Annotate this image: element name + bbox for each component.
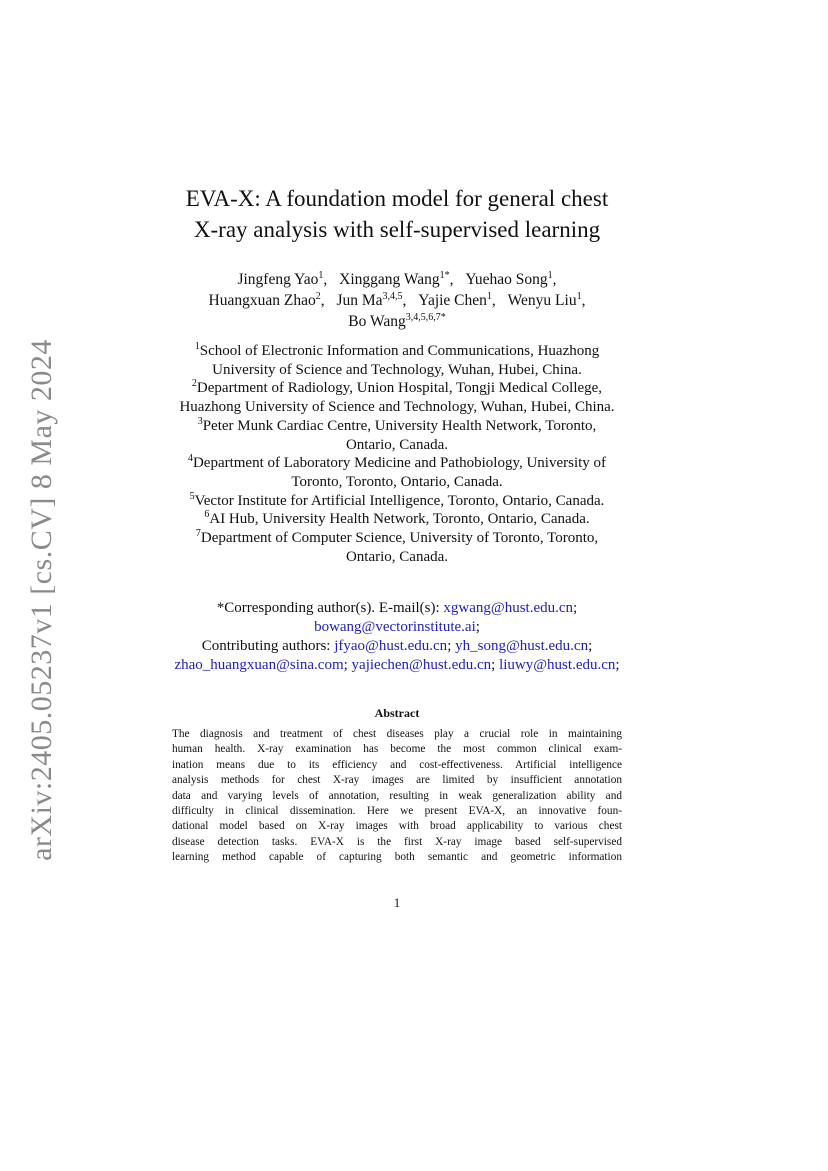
author-line-1	[130, 269, 664, 290]
abstract-line: difficulty in clinical dissemination. Here we present EVA-X, an innovative foun-	[172, 805, 622, 818]
author: Yuehao Song$^1$,	[465, 269, 557, 288]
abstract-body	[172, 727, 622, 866]
author: Jingfeng Yao$^1$,	[237, 269, 328, 288]
corresponding-label: *Corresponding author(s). E-mail(s):	[216, 600, 440, 616]
affiliation-5: $^5$Vector Institute for Artificial Intelligence, Toronto, Ontario, Canada.	[189, 490, 605, 509]
abstract-line: ination means due to its efficiency and cost-effectiveness. Artificial intelligence	[172, 758, 622, 771]
affiliation-4: $^4$Department of Laboratory Medicine and Pathobiology, University of Toronto, Toronto, Ontario, Canada.	[187, 453, 607, 490]
contributing-label: Contributing authors:	[201, 638, 331, 654]
title-line-2: X-ray analysis with self-supervised learning	[193, 217, 601, 242]
abstract-line: human health. X-ray examination has become the most common clinical exam-	[172, 743, 622, 756]
abstract-line: analysis methods for chest X-ray images are limited by insufficient annotation	[172, 774, 622, 787]
email-link[interactable]: xgwang@hust.edu.cn	[443, 600, 574, 616]
abstract-line: disease detection tasks. EVA-X is the first X-ray image based self-supervised	[172, 835, 622, 848]
author: Yajie Chen$^1$,	[418, 290, 496, 309]
paper-title	[130, 183, 664, 245]
abstract-line: data and varying levels of annotation, resulting in weak generalization ability and	[172, 789, 622, 802]
author: Xinggang Wang$^{1*}$,	[339, 269, 454, 288]
page-number: 1	[393, 896, 401, 910]
affiliation-list	[140, 342, 654, 566]
affiliation-2: $^2$Department of Radiology, Union Hospital, Tongji Medical College, Huazhong University of Science and Technology, Wuhan, Hubei, China.	[179, 378, 615, 416]
abstract-line: dational model based on X-ray images with broad applicability to various chest	[172, 820, 622, 833]
abstract-heading: Abstract	[374, 706, 420, 720]
affiliation-3: $^3$Peter Munk Cardiac Centre, University Health Network, Toronto, Ontario, Canada.	[197, 415, 597, 453]
email-link[interactable]: yajiechen@hust.edu.cn	[351, 657, 492, 673]
affiliation-6: $^6$AI Hub, University Health Network, Toronto, Ontario, Canada.	[204, 509, 590, 528]
email-link[interactable]: zhao_huangxuan@sina.com	[174, 657, 344, 673]
author: Huangxuan Zhao$^2$,	[208, 290, 325, 309]
email-link[interactable]: jfyao@hust.edu.cn	[334, 638, 448, 654]
author-list	[130, 269, 664, 332]
author-line-3	[130, 311, 664, 332]
abstract-line: The diagnosis and treatment of chest diseases play a crucial role in maintaining	[172, 728, 622, 740]
arxiv-stamp: arXiv:2405.05237v1 [cs.CV] 8 May 2024	[25, 339, 58, 861]
affiliation-1: $^1$School of Electronic Information and Communications, Huazhong University of Science and Technology, Wuhan, Hubei, China.	[194, 341, 600, 378]
email-link[interactable]: bowang@vectorinstitute.ai	[314, 619, 476, 635]
email-link[interactable]: liuwy@hust.edu.cn	[499, 657, 616, 673]
author-line-2	[130, 290, 664, 311]
title-line-1: EVA-X: A foundation model for general chest	[185, 186, 609, 211]
author: Bo Wang$^{3,4,5,6,7*}$	[348, 311, 446, 330]
author: Jun Ma$^{3,4,5}$,	[336, 290, 407, 309]
affiliation-7: $^7$Department of Computer Science, University of Toronto, Toronto, Ontario, Canada.	[195, 528, 599, 565]
abstract-line: learning method capable of capturing both semantic and geometric information	[172, 851, 622, 864]
correspondence-block: *Corresponding author(s). E-mail(s): xgwang@hust.edu.cn; bowang@vectorinstitute.ai; Contributing authors: jfyao@hust.edu.cn; yh_song@hust.edu.cn; zhao_huangxuan@sina.com; yajiechen@hust.edu.cn; liuwy@hust.edu.cn;	[174, 600, 620, 673]
email-link[interactable]: yh_song@hust.edu.cn	[455, 638, 589, 654]
author: Wenyu Liu$^1$,	[507, 290, 586, 309]
